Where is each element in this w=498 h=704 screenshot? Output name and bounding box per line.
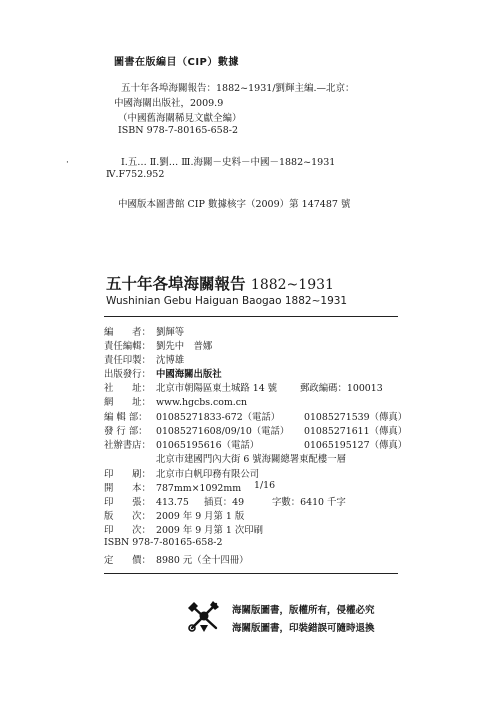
resp-editor-value: 劉先中 普娜 [156,341,213,352]
cip-isbn: ISBN 978-7-80165-658-2 [118,125,238,136]
publisher-row [104,366,222,380]
editor-value: 劉輝等 [156,327,185,338]
edition-row [104,508,244,522]
publisher-value: 中國海關出版社 [156,369,222,380]
book-title [106,272,334,294]
website-row [104,394,247,408]
price-row [104,552,248,566]
shop-tel: 01065195616（電話） [156,440,260,451]
address-row [104,380,383,394]
edit-dept-tel: 01085271833-672（電話） [156,412,281,423]
format-label: 開 本： [104,483,151,494]
plates-value: 49 [232,497,245,508]
edit-dept-fax: 01085271539（傳真） [304,412,408,423]
dist-dept-row [104,423,408,437]
resp-print-value: 沈博雄 [156,355,185,366]
edit-dept-row [104,409,408,423]
stray-dot: · [66,158,69,168]
words-label: 字數： [272,497,301,508]
shop-fax: 01065195127（傳真） [304,440,408,451]
postcode [300,380,383,394]
sheets-row [104,494,346,508]
book-title-pinyin: Wushinian Gebu Haiguan Baogao 1882~1931 [106,295,348,307]
plates [204,494,244,508]
resp-editor-row [104,338,212,352]
postcode-label: 郵政編碼： [300,383,347,394]
website-label: 網 址： [104,397,151,408]
address-value: 北京市朝陽區東土城路 14 號 [156,383,278,394]
book-title-years: 1882~1931 [250,277,334,293]
impression-row [104,522,263,536]
impression-value: 2009 年 9 月第 1 次印刷 [156,525,263,536]
format-row [104,480,276,494]
shop-row [104,437,408,451]
cip-classification: Ⅳ.F752.952 [106,169,165,180]
words-value: 6410 千字 [300,497,346,508]
editor-label: 編 者： [104,327,151,338]
dist-dept-fax: 01085271611（傳真） [304,426,408,437]
sheets-value: 413.75 [156,497,189,508]
resp-print-label: 責任印製： [104,355,151,366]
price-value: 8980 元（全十四冊） [156,555,249,566]
isbn-row: ISBN 978-7-80165-658-2 [104,537,223,548]
format-fold: 1/16 [254,480,276,491]
edition-label: 版 次： [104,511,151,522]
price-label: 定 價： [104,555,151,566]
shop-label: 社辦書店： [104,440,151,451]
words [272,494,346,508]
edit-dept-label: 編 輯 部： [104,412,148,423]
dist-dept-label: 發 行 部： [104,426,148,437]
bottom-rule [104,573,398,574]
printer-value: 北京市白帆印務有限公司 [156,469,260,480]
impression-label: 印 次： [104,525,151,536]
top-rule [104,316,398,317]
cip-verification-number: 中國版本圖書館 CIP 數據核字（2009）第 147487 號 [118,199,351,210]
publisher-label: 出版發行： [104,369,151,380]
format-value: 787mm×1092mm [156,483,242,494]
book-title-chinese: 五十年各埠海關報告 [106,274,246,293]
editor-row [104,324,184,338]
plates-label: 插頁： [204,497,233,508]
customs-emblem-icon [186,598,222,634]
resp-editor-label: 責任編輯： [104,341,151,352]
dist-dept-tel: 01085271608/09/10（電話） [156,426,290,437]
address-label: 社 址： [104,383,151,394]
resp-print-row [104,352,184,366]
website-value[interactable]: www.hgcbs.com.cn [156,397,248,408]
cip-record-line: （中國舊海關稀見文獻全編） [118,113,242,124]
shop-address: 北京市建國門內大街 6 號海關總署東配樓一層 [156,454,347,465]
cip-heading: 圖書在版編目（CIP）數據 [114,57,239,68]
copyright-notice: 海關版圖書，版權所有，侵權必究 [232,605,375,616]
printer-label: 印 刷： [104,469,151,480]
misprint-notice: 海關版圖書，印裝錯誤可隨時退換 [232,623,375,634]
sheets-label: 印 張： [104,497,151,508]
postcode-value: 100013 [346,383,383,394]
cip-subject-line: Ⅰ.五… Ⅱ.劉… Ⅲ.海關－史料－中國－1882~1931 [121,157,336,168]
edition-value: 2009 年 9 月第 1 版 [156,511,245,522]
cip-record-line: 中國海關出版社，2009.9 [114,98,224,109]
cip-record-line: 五十年各埠海關報告：1882~1931/劉輝主編.—北京： [121,83,355,94]
printer-row [104,466,259,480]
